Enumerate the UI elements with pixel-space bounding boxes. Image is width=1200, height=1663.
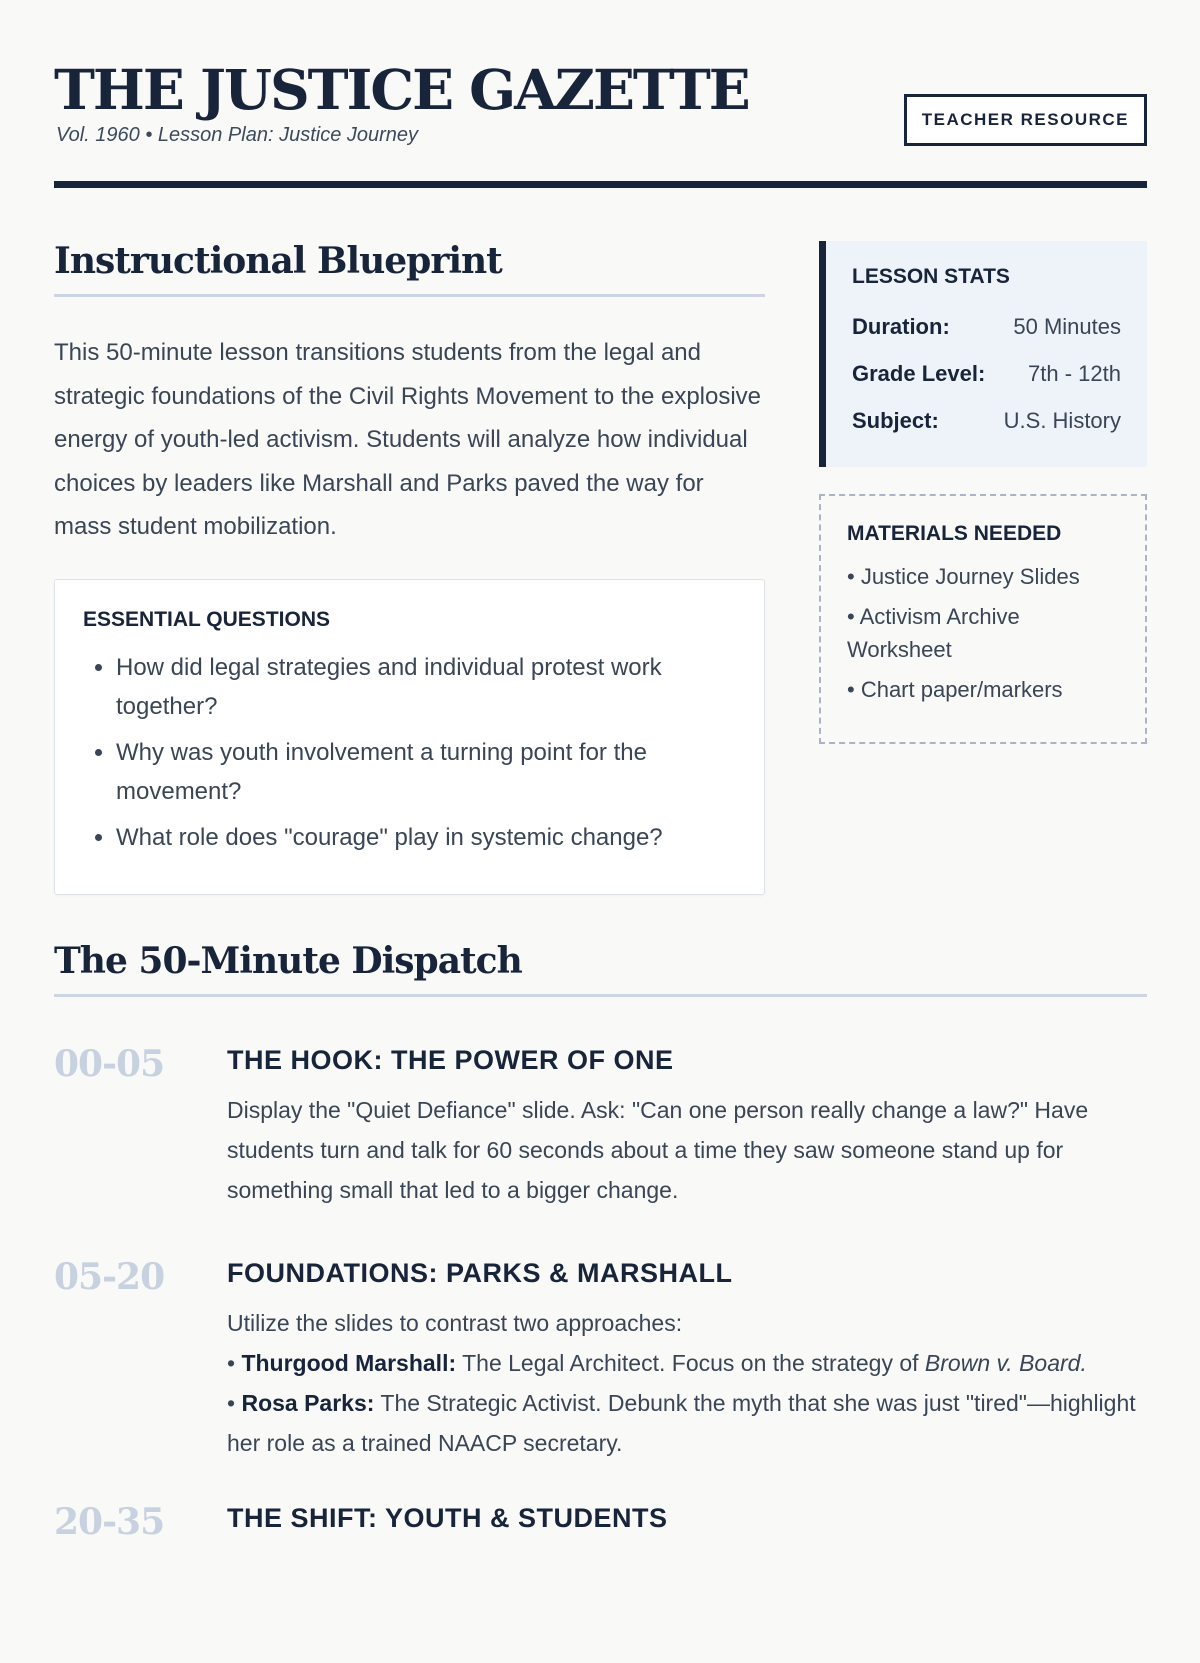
material-item: • Justice Journey Slides [847, 564, 1080, 589]
segment-time: 05-20 [54, 1256, 165, 1298]
essential-question: • What role does "courage" play in systemic change? [116, 818, 736, 857]
point-bullet: • [227, 1350, 242, 1376]
teacher-resource-badge: TEACHER RESOURCE [904, 94, 1147, 146]
stat-value: 7th - 12th [1028, 361, 1121, 386]
masthead-subtitle: Vol. 1960 • Lesson Plan: Justice Journey [56, 124, 419, 146]
lesson-stats-title: LESSON STATS [852, 265, 1010, 288]
instructional-blueprint-section [54, 240, 765, 895]
segment-title: THE SHIFT: YOUTH & STUDENTS [227, 1503, 668, 1533]
stat-row-duration [852, 303, 1121, 350]
masthead-title: THE JUSTICE GAZETTE [54, 57, 749, 122]
blueprint-intro: This 50-minute lesson transitions students from the legal and strategic foundations of the Civil Rights Movement to the explosive energy of youth-led activism. Students will analyze how individual choices by leaders like Marshall and Parks paved the way for mass student mobilization. [54, 339, 762, 540]
point-name: Thurgood Marshall: [241, 1350, 457, 1376]
segment-body [227, 1045, 1147, 1210]
dispatch-section [54, 940, 1147, 1663]
point-text: The Strategic Activist. Debunk the myth that she was just "tired"—highlight her role as a trained NAACP secretary. [227, 1390, 1136, 1456]
material-item: • Chart paper/markers [847, 677, 1063, 702]
dispatch-segment [54, 1045, 1147, 1210]
segment-title: THE HOOK: THE POWER OF ONE [227, 1045, 674, 1075]
segment-body [227, 1503, 1147, 1534]
materials-needed-box [819, 494, 1147, 744]
stat-row-subject [852, 397, 1121, 444]
segment-text [227, 1303, 1147, 1463]
point-text: The Legal Architect. Focus on the strategy of [456, 1350, 925, 1376]
point-bullet: • [227, 1390, 242, 1416]
essential-question: • How did legal strategies and individual protest work together? [116, 648, 736, 726]
stat-label: Grade Level: [852, 361, 986, 386]
stat-value: U.S. History [1003, 408, 1121, 433]
essential-questions-title: ESSENTIAL QUESTIONS [83, 607, 330, 631]
point-name: Rosa Parks: [241, 1390, 375, 1416]
segment-title: FOUNDATIONS: PARKS & MARSHALL [227, 1258, 733, 1288]
stat-row-grade-level [852, 350, 1121, 397]
dispatch-segment [54, 1258, 1147, 1463]
material-item: • Activism Archive Worksheet [847, 604, 1020, 662]
point-italic: Brown v. Board [924, 1350, 1081, 1376]
point-end: . [1080, 1350, 1087, 1376]
materials-title: MATERIALS NEEDED [847, 522, 1062, 545]
stat-value: 50 Minutes [1013, 314, 1121, 339]
essential-questions-list [83, 648, 736, 857]
stat-label: Duration: [852, 314, 950, 339]
essential-questions-box [54, 579, 765, 895]
page [54, 0, 1147, 1543]
segment-point [227, 1383, 1147, 1463]
segment-body [227, 1258, 1147, 1463]
dispatch-heading: The 50-Minute Dispatch [54, 940, 1147, 997]
lesson-stats-box [819, 241, 1147, 467]
essential-question: • Why was youth involvement a turning point for the movement? [116, 733, 736, 811]
segment-intro: Utilize the slides to contrast two approaches: [227, 1310, 683, 1336]
segment-point [227, 1343, 1147, 1383]
segment-time: 00-05 [54, 1043, 165, 1085]
masthead [54, 0, 1147, 188]
segment-time: 20-35 [54, 1501, 165, 1543]
stat-label: Subject: [852, 408, 939, 433]
segment-text: Display the "Quiet Defiance" slide. Ask: "Can one person really change a law?" Have students turn and talk for 60 seconds about a time they saw someone stand up for something small that led to a bigger change. [227, 1097, 1089, 1203]
dispatch-segment [54, 1503, 1147, 1663]
blueprint-heading: Instructional Blueprint [54, 240, 765, 297]
